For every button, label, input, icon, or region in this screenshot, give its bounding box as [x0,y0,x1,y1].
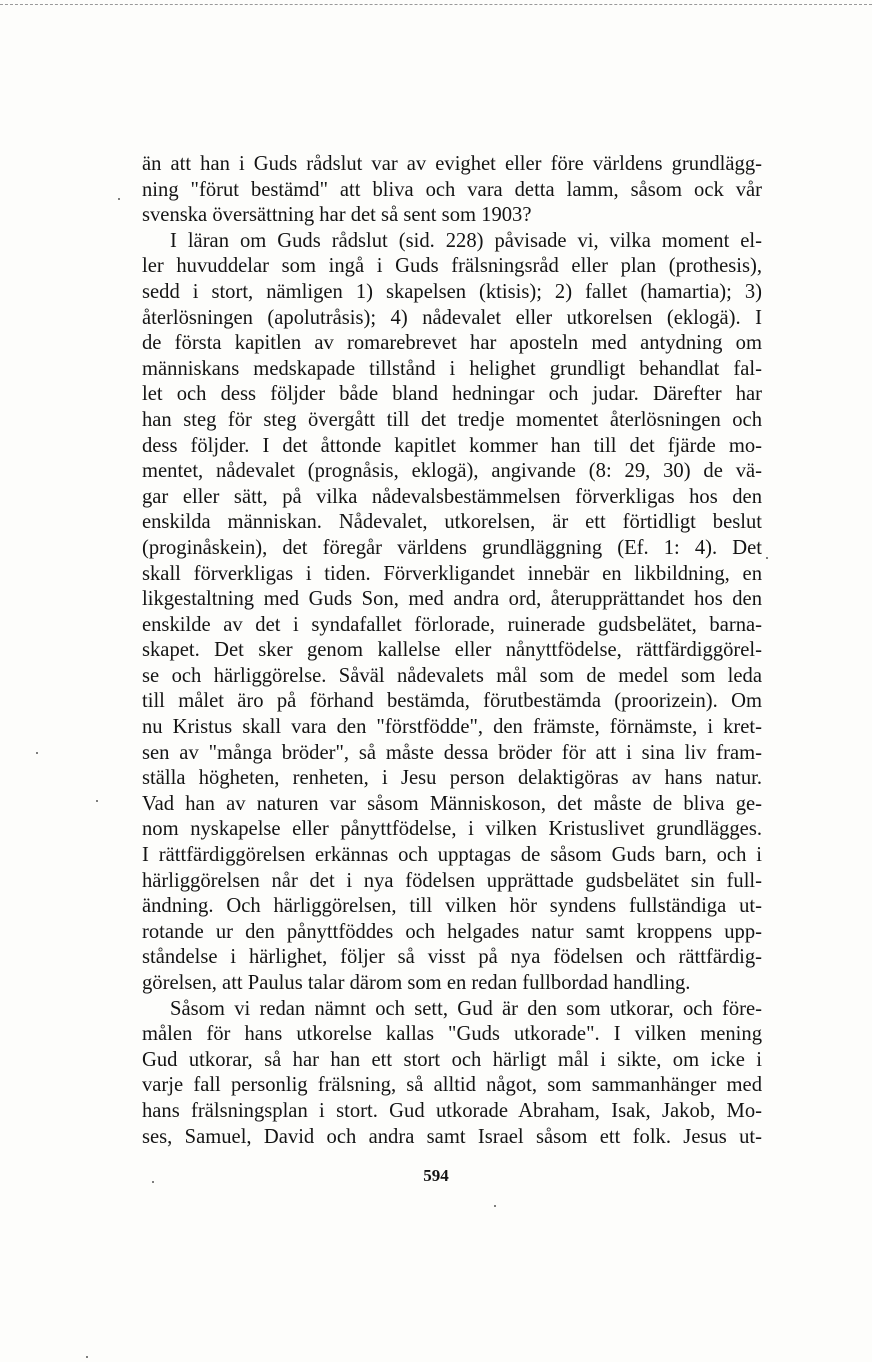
text-line: likgestaltning med Guds Son, med andra ord, återupprättandet hos den [142,588,762,611]
text-line: mentet, nådevalet (prognåsis, eklogä), angivande (8: 29, 30) de vä- [142,460,762,483]
scan-speck [96,800,98,802]
text-line: ses, Samuel, David och andra samt Israel såsom ett folk. Jesus ut- [142,1125,762,1148]
text-line: Såsom vi redan nämnt och sett, Gud är den som utkorar, och före- [170,997,762,1020]
text-line: varje fall personlig frälsning, så alltid något, som sammanhänger med [142,1074,762,1097]
text-line: de första kapitlen av romarebrevet har aposteln med antydning om [142,332,762,355]
scan-edge-rule [0,4,872,5]
text-line: återlösningen (apolutråsis); 4) nådevalet eller utkorelsen (eklogä). I [142,306,762,329]
text-line: let och dess följder både bland hedningar och judar. Därefter har [142,383,762,406]
scan-speck [766,557,768,559]
text-line: (proginåskein), det föregår världens grundläggning (Ef. 1: 4). Det [142,536,762,559]
text-line: se och härliggörelse. Såväl nådevalets mål som de medel som leda [142,664,762,687]
body-text [142,152,762,1150]
scan-speck [86,1356,88,1358]
text-line: gar eller sätt, på vilka nådevalsbestämmelsen förverkligas hos den [142,485,762,508]
text-line: sedd i stort, nämligen 1) skapelsen (ktisis); 2) fallet (hamartia); 3) [142,280,762,303]
text-line: till målet äro på förhand bestämda, förutbestämda (proorizein). Om [142,690,762,713]
scan-speck [494,1205,496,1207]
text-line: ändning. Och härliggörelsen, till vilken hör syndens fullständiga ut- [142,895,762,918]
text-line: hans frälsningsplan i stort. Gud utkorade Abraham, Isak, Jakob, Mo- [142,1099,762,1122]
text-line: ställa högheten, renheten, i Jesu person delaktigöras av hans natur. [142,767,762,790]
text-line: dess följder. I det åttonde kapitlet kommer han till det fjärde mo- [142,434,762,457]
text-line: görelsen, att Paulus talar därom som en redan fullbordad handling. [142,972,691,994]
scan-speck [36,752,38,754]
text-line: enskilda människan. Nådevalet, utkorelsen, är ett förtidligt beslut [142,511,762,534]
text-line: skall förverkligas i tiden. Förverkligandet innebär en likbildning, en [142,562,762,585]
text-line: nom nyskapelse eller pånyttfödelse, i vilken Kristuslivet grundlägges. [142,818,762,841]
page-number: 594 [423,1166,449,1185]
scan-speck [152,1181,154,1183]
scan-speck [118,198,120,200]
text-line: ståndelse i härlighet, följer så visst på nya födelsen och rättfärdig- [142,946,762,969]
text-line: än att han i Guds rådslut var av evighet eller före världens grundlägg- [142,153,762,175]
text-line: han steg för steg övergått till det tredje momentet återlösningen och [142,408,762,431]
text-line: I läran om Guds rådslut (sid. 228) påvisade vi, vilka moment el- [170,229,762,252]
text-line: I rättfärdiggörelsen erkännas och upptagas de såsom Guds barn, och i [142,844,762,867]
text-line: enskilde av det i syndafallet förlorade, ruinerade gudsbelätet, barna- [142,613,762,636]
text-line: målen för hans utkorelse kallas "Guds utkorade". I vilken mening [142,1023,762,1046]
text-line: svenska översättning har det så sent som 1903? [142,204,532,227]
text-line: skapet. Det sker genom kallelse eller nånyttfödelse, rättfärdiggörel- [142,639,762,662]
text-line: härliggörelsen når det i nya födelsen upprättade gudsbelätet sin full- [142,869,762,892]
text-line: sen av "många bröder", så måste dessa bröder för att i sina liv fram- [142,741,762,764]
text-line: ler huvuddelar som ingå i Guds frälsningsråd eller plan (prothesis), [142,255,762,278]
text-line: Gud utkorar, så har han ett stort och härligt mål i sikte, om icke i [142,1048,762,1071]
text-line: Vad han av naturen var såsom Människoson, det måste de bliva ge- [142,792,762,815]
text-line: människans medskapade tillstånd i helighet grundligt behandlat fal- [142,357,762,380]
text-line: rotande ur den pånyttföddes och helgades natur samt kroppens upp- [142,920,762,943]
text-line: ning "förut bestämd" att bliva och vara detta lamm, såsom ock vår [142,178,762,201]
text-line: nu Kristus skall vara den "förstfödde", den främste, förnämste, i kret- [142,716,762,739]
